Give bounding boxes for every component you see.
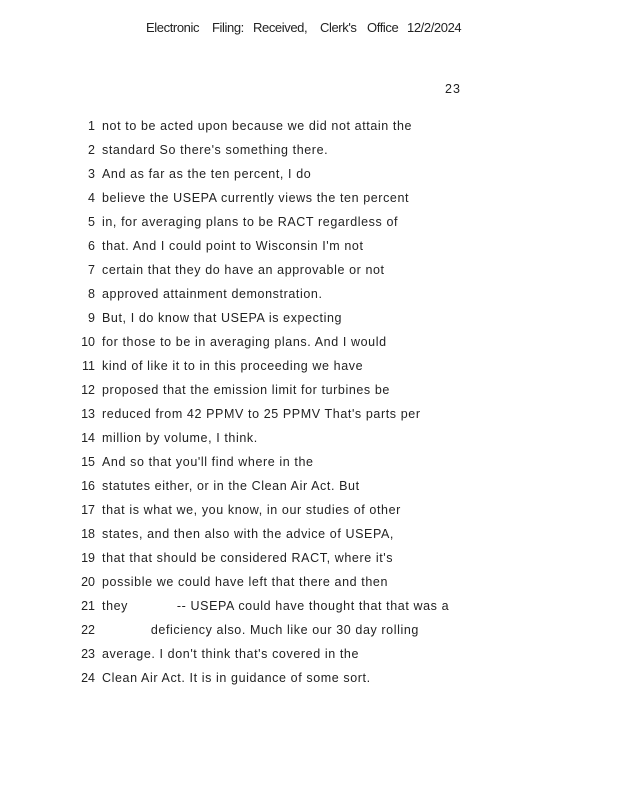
header-office: Office	[367, 20, 399, 35]
line-text: average. I don't think that's covered in the	[102, 647, 360, 661]
line-number: 20	[81, 575, 95, 589]
line-text: proposed that the emission limit for turbines be	[102, 383, 390, 397]
transcript-line	[0, 261, 618, 285]
line-number: 17	[81, 503, 95, 517]
line-number: 13	[81, 407, 95, 421]
line-text: possible we could have left that there and then	[102, 575, 389, 589]
line-text: deficiency also. Much like our 30 day rolling	[102, 623, 419, 637]
line-text: And so that you'll find where in the	[102, 455, 314, 469]
transcript-line	[0, 381, 618, 405]
transcript-line	[0, 501, 618, 525]
line-number: 23	[81, 647, 95, 661]
transcript-line	[0, 621, 618, 645]
transcript-line	[0, 237, 618, 261]
line-text: states, and then also with the advice of USEPA,	[102, 527, 395, 541]
line-number: 21	[81, 599, 95, 613]
line-number: 12	[81, 383, 95, 397]
line-number: 1	[88, 119, 95, 133]
transcript-line	[0, 213, 618, 237]
header-electronic: Electronic	[146, 20, 200, 35]
line-number: 5	[88, 215, 95, 229]
page-number: 23	[445, 82, 461, 96]
header-filing: Filing:	[212, 20, 244, 35]
transcript-line	[0, 525, 618, 549]
line-text: reduced from 42 PPMV to 25 PPMV That's parts per	[102, 407, 421, 421]
transcript-body	[0, 117, 618, 693]
transcript-line	[0, 117, 618, 141]
line-text: believe the USEPA currently views the ten percent	[102, 191, 410, 205]
transcript-line	[0, 645, 618, 669]
transcript-line	[0, 477, 618, 501]
transcript-line	[0, 453, 618, 477]
line-text: not to be acted upon because we did not attain the	[102, 119, 413, 133]
line-number: 22	[81, 623, 95, 637]
line-text: And as far as the ten percent, I do	[102, 167, 312, 181]
line-text: standard So there's something there.	[102, 143, 329, 157]
transcript-line	[0, 165, 618, 189]
line-number: 15	[81, 455, 95, 469]
transcript-line	[0, 549, 618, 573]
line-text: Clean Air Act. It is in guidance of some sort.	[102, 671, 371, 685]
transcript-line	[0, 429, 618, 453]
transcript-line	[0, 285, 618, 309]
line-number: 9	[88, 311, 95, 325]
line-number: 19	[81, 551, 95, 565]
line-number: 16	[81, 479, 95, 493]
transcript-line	[0, 405, 618, 429]
line-text: approved attainment demonstration.	[102, 287, 323, 301]
line-number: 10	[81, 335, 95, 349]
header-date: 12/2/2024	[407, 20, 462, 35]
line-text: But, I do know that USEPA is expecting	[102, 311, 343, 325]
header-clerks: Clerk's	[320, 20, 357, 35]
line-text: statutes either, or in the Clean Air Act. But	[102, 479, 360, 493]
line-number: 18	[81, 527, 95, 541]
transcript-line	[0, 669, 618, 693]
transcript-line	[0, 333, 618, 357]
transcript-line	[0, 309, 618, 333]
line-text: that. And I could point to Wisconsin I'm not	[102, 239, 364, 253]
line-text: that that should be considered RACT, where it's	[102, 551, 394, 565]
line-text: in, for averaging plans to be RACT regardless of	[102, 215, 399, 229]
line-number: 8	[88, 287, 95, 301]
line-number: 14	[81, 431, 95, 445]
line-number: 11	[82, 359, 95, 373]
header-received: Received,	[253, 20, 308, 35]
line-text: certain that they do have an approvable or not	[102, 263, 385, 277]
line-number: 2	[88, 143, 95, 157]
line-text: they -- USEPA could have thought that that was a	[102, 599, 450, 613]
transcript-line	[0, 357, 618, 381]
filing-header	[0, 20, 618, 38]
transcript-line	[0, 141, 618, 165]
line-text: that is what we, you know, in our studies of other	[102, 503, 401, 517]
line-number: 24	[81, 671, 95, 685]
line-text: kind of like it to in this proceeding we have	[102, 359, 364, 373]
line-text: for those to be in averaging plans. And I would	[102, 335, 387, 349]
line-number: 3	[88, 167, 95, 181]
transcript-line	[0, 573, 618, 597]
line-number: 7	[88, 263, 95, 277]
transcript-line	[0, 597, 618, 621]
line-number: 6	[88, 239, 95, 253]
line-text: million by volume, I think.	[102, 431, 258, 445]
line-number: 4	[88, 191, 95, 205]
transcript-line	[0, 189, 618, 213]
